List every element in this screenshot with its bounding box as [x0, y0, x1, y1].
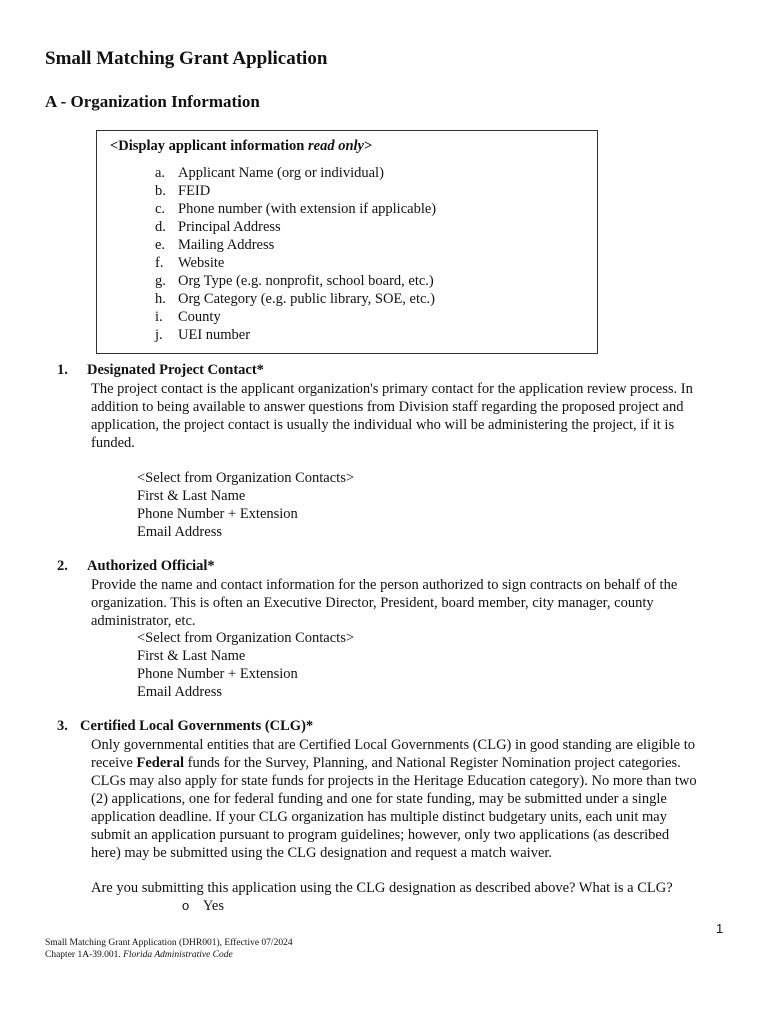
q2-contact-select[interactable]: <Select from Organization Contacts>	[137, 630, 355, 646]
q2-email-field: Email Address	[137, 684, 222, 700]
list-item: f. Website	[155, 255, 225, 271]
q2-heading: 2. Authorized Official*	[57, 558, 215, 574]
q3-description: Only governmental entities that are Certified Local Governments (CLG) in good standing are eligible to receive Federal funds for the Survey, Planning, and National Register Nomination project categories. CLGs may also apply for state funds for projects in the Heritage Education category). No more than two (2) applications, one for federal funding and one for state funding, may be submitted under a single application deadline. If your CLG organization has multiple distinct budgetary units, each unit may submit an application pursuant to program guidelines; however, only two applications (as described here) may be submitted using the CLG designation and request a match waiver.	[91, 737, 697, 861]
list-item: d. Principal Address	[155, 219, 281, 235]
q1-heading: 1. Designated Project Contact*	[57, 362, 264, 378]
list-item: i. County	[155, 309, 221, 325]
footer-line-1: Small Matching Grant Application (DHR001), Effective 07/2024	[45, 938, 293, 948]
footer-line-2: Chapter 1A-39.001. Florida Administrative Code	[45, 950, 233, 960]
list-item: c. Phone number (with extension if applicable)	[155, 201, 437, 217]
list-item: a. Applicant Name (org or individual)	[155, 165, 384, 181]
list-item: b. FEID	[155, 183, 211, 199]
q1-name-field: First & Last Name	[137, 488, 246, 504]
q3-option-yes[interactable]	[182, 897, 224, 915]
info-box-header: <Display applicant information read only>	[110, 138, 373, 154]
radio-bullet-icon[interactable]: o	[182, 898, 190, 913]
section-heading: A - Organization Information	[45, 92, 260, 111]
list-item: h. Org Category (e.g. public library, SOE, etc.)	[155, 291, 435, 307]
q1-contact-select[interactable]: <Select from Organization Contacts>	[137, 470, 355, 486]
q2-description: Provide the name and contact information for the person authorized to sign contracts on behalf of the organization. This is often an Executive Director, President, board member, city manager, county administrator, etc.	[91, 577, 678, 629]
q1-phone-field: Phone Number + Extension	[137, 506, 298, 522]
q2-contact-fields	[137, 629, 354, 701]
list-item: e. Mailing Address	[155, 237, 275, 253]
page-footer	[45, 937, 293, 961]
q2-name-field: First & Last Name	[137, 648, 246, 664]
q1-contact-fields	[137, 469, 354, 541]
applicant-info-list	[97, 164, 436, 344]
option-yes-label: Yes	[202, 898, 224, 914]
q1-email-field: Email Address	[137, 524, 222, 540]
applicant-info-box	[96, 130, 598, 354]
list-item: j. UEI number	[155, 327, 251, 343]
q3-question: Are you submitting this application using the CLG designation as described above? What is a CLG?	[91, 880, 673, 896]
q1-description: The project contact is the applicant organization's primary contact for the application review process. In addition to being available to answer questions from Division staff regarding the proposed project and application, the project contact is usually the individual who will be administering the project, if it is funded.	[91, 381, 693, 451]
q3-heading: 3. Certified Local Governments (CLG)*	[57, 718, 314, 734]
page-number: 1	[716, 921, 724, 936]
list-item: g. Org Type (e.g. nonprofit, school board, etc.)	[155, 273, 434, 289]
q2-phone-field: Phone Number + Extension	[137, 666, 298, 682]
page-title: Small Matching Grant Application	[45, 48, 328, 69]
